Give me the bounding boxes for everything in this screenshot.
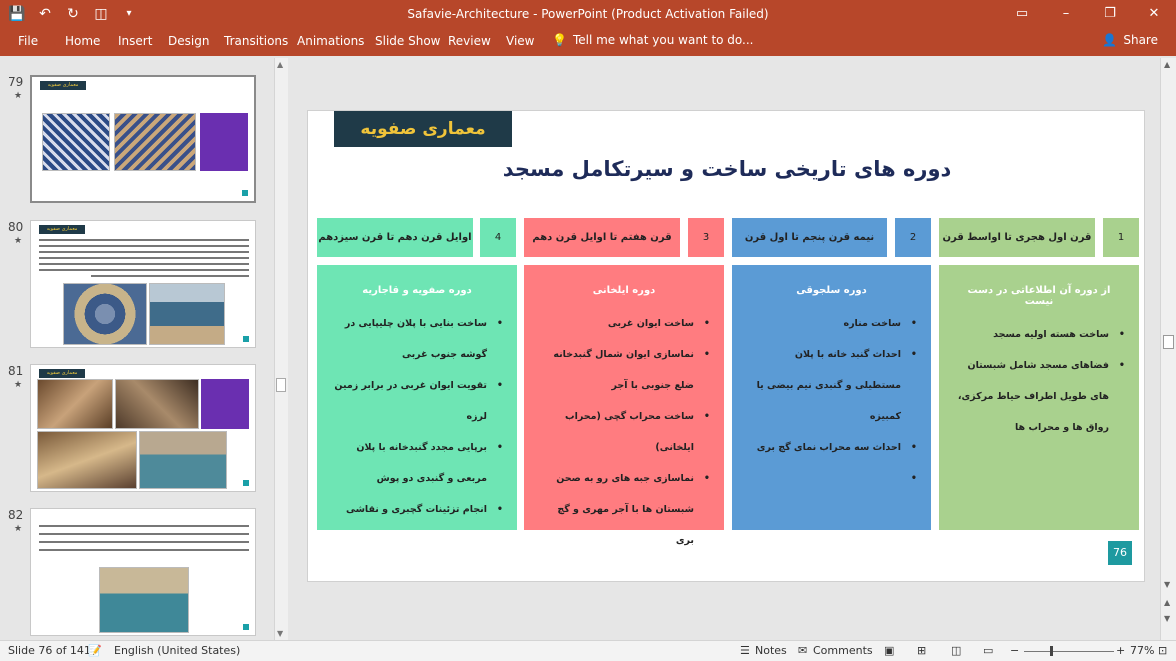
scroll-up-icon[interactable]: ▲ bbox=[277, 60, 284, 69]
animation-star-icon: ★ bbox=[14, 380, 23, 390]
thumbnails-scrollbar-thumb[interactable] bbox=[276, 378, 286, 392]
maximize-button[interactable]: ❐ bbox=[1104, 6, 1116, 21]
customize-qat-icon[interactable]: ▾ bbox=[126, 8, 132, 19]
card-bullet: • ساخت بنایی با پلان چلیپایی در گوشه جنوب غربی bbox=[331, 308, 503, 370]
card-bullet: • ساخت مناره bbox=[746, 308, 917, 339]
zoom-out-icon[interactable]: − bbox=[1010, 644, 1020, 657]
thumbnail-title: معماری صفویه bbox=[40, 81, 86, 90]
slide-sorter-icon[interactable]: ⊞ bbox=[917, 644, 927, 657]
thumbnails-scrollbar[interactable] bbox=[274, 58, 288, 640]
thumbnail-text-line bbox=[39, 549, 249, 551]
card-bullet: • نماسازی ایوان شمال گنبدخانه ضلع جنوبی با آجر bbox=[538, 339, 710, 401]
tell-me-label: Tell me what you want to do... bbox=[572, 33, 754, 47]
thumbnail-text-line bbox=[39, 269, 249, 271]
thumbnail-text-line bbox=[39, 525, 249, 527]
thumbnail-text-line bbox=[91, 275, 249, 277]
thumbnail-text-line bbox=[39, 257, 249, 259]
thumbnail-image bbox=[37, 379, 113, 429]
save-icon[interactable]: 💾 bbox=[8, 6, 26, 22]
period-header-4[interactable]: اوایل قرن دهم تا قرن سیزدهم bbox=[317, 218, 473, 257]
thumbnail-text-line bbox=[39, 239, 249, 241]
tab-design[interactable]: Design bbox=[168, 34, 210, 48]
person-icon: 👤 bbox=[1102, 33, 1118, 47]
thumbnail-caption-box bbox=[200, 113, 248, 171]
thumbnail-page-badge bbox=[243, 624, 249, 630]
ribbon-display-options-icon[interactable]: ▭ bbox=[1015, 6, 1029, 21]
period-number-1[interactable]: 1 bbox=[1103, 218, 1139, 257]
thumbnail-number: 82 bbox=[8, 508, 24, 522]
tab-view[interactable]: View bbox=[506, 34, 535, 48]
tab-insert[interactable]: Insert bbox=[118, 34, 153, 48]
minimize-button[interactable]: – bbox=[1062, 6, 1070, 21]
status-bar bbox=[0, 640, 1176, 661]
thumbnail-number: 81 bbox=[8, 364, 24, 378]
period-number-2[interactable]: 2 bbox=[895, 218, 931, 257]
card-title: دوره صفویه و قاجاریه bbox=[362, 285, 472, 296]
period-card-3[interactable] bbox=[524, 265, 724, 546]
start-from-beginning-icon[interactable]: ◫ bbox=[94, 6, 108, 22]
close-button[interactable]: ✕ bbox=[1148, 6, 1160, 21]
scroll-down-icon[interactable]: ▼ bbox=[1164, 580, 1171, 589]
tab-transitions[interactable]: Transitions bbox=[224, 34, 289, 48]
period-header-3[interactable]: قرن هفتم تا اوایل قرن دهم bbox=[524, 218, 680, 257]
card-bullet: • احداث سه محراب نمای گچ بری bbox=[746, 432, 917, 463]
card-title: از دوره آن اطلاعاتی در دست نیست bbox=[967, 285, 1111, 307]
thumbnail-title: معماری صفویه bbox=[39, 225, 85, 234]
ribbon-tabs bbox=[0, 30, 1176, 56]
period-number-4[interactable]: 4 bbox=[480, 218, 516, 257]
tab-review[interactable]: Review bbox=[448, 34, 491, 48]
redo-icon[interactable]: ↻ bbox=[67, 6, 79, 22]
period-card-1[interactable] bbox=[939, 265, 1139, 530]
fit-to-window-icon[interactable]: ⊡ bbox=[1158, 644, 1168, 657]
thumbnail-number: 80 bbox=[8, 220, 24, 234]
notes-button[interactable]: Notes bbox=[755, 644, 787, 657]
slide-counter: Slide 76 of 141 bbox=[8, 644, 91, 657]
slide-show-icon[interactable]: ▭ bbox=[983, 644, 994, 657]
tab-file[interactable]: File bbox=[18, 34, 39, 48]
window-title: Safavie-Architecture - PowerPoint (Product Activation Failed) bbox=[407, 7, 769, 21]
slide-title-box[interactable]: معماری صفویه bbox=[334, 111, 512, 147]
thumbnail-frame[interactable] bbox=[30, 75, 256, 203]
thumbnail-page-badge bbox=[243, 336, 249, 342]
thumbnail-image bbox=[115, 379, 199, 429]
tab-home[interactable]: Home bbox=[65, 34, 101, 48]
editor-scrollbar[interactable] bbox=[1160, 58, 1176, 640]
thumbnail-image bbox=[99, 567, 189, 633]
zoom-slider-thumb[interactable] bbox=[1050, 646, 1053, 656]
card-bullet: • تقویت ایوان غربی در برابر زمین لرزه bbox=[331, 370, 503, 432]
animation-star-icon: ★ bbox=[14, 91, 23, 101]
share-button[interactable] bbox=[1102, 33, 1158, 47]
card-title: دوره سلجوقی bbox=[796, 285, 867, 296]
thumbnail-image bbox=[139, 431, 227, 489]
card-bullet: • برپایی مجدد گنبدخانه با پلان مربعی و گنبدی دو پوش bbox=[331, 432, 503, 494]
scroll-down-icon[interactable]: ▼ bbox=[277, 629, 284, 638]
spellcheck-icon[interactable]: 📝 bbox=[88, 644, 102, 657]
zoom-slider[interactable] bbox=[1024, 651, 1114, 652]
tab-animations[interactable]: Animations bbox=[297, 34, 365, 48]
thumbnail-frame[interactable] bbox=[30, 364, 256, 492]
thumbnail-image bbox=[114, 113, 196, 171]
zoom-level[interactable]: 77% bbox=[1130, 644, 1155, 657]
card-bullet: • نماسازی جبه های رو به صحن شبستان ها با آجر مهری و گچ بری bbox=[538, 463, 710, 556]
card-bullet: • احداث گنبد خانه با پلان مستطیلی و گنبدی نیم بیضی یا کمبیزه bbox=[746, 339, 917, 432]
thumbnail-frame[interactable] bbox=[30, 220, 256, 348]
card-title: دوره ایلخانی bbox=[592, 285, 656, 296]
title-bar bbox=[0, 0, 1176, 30]
thumbnail-image bbox=[149, 283, 225, 345]
period-number-3[interactable]: 3 bbox=[688, 218, 724, 257]
slide-page-number: 76 bbox=[1108, 541, 1132, 565]
period-header-2[interactable]: نیمه قرن پنجم تا اول قرن bbox=[732, 218, 887, 257]
current-slide[interactable] bbox=[307, 110, 1145, 582]
zoom-in-icon[interactable]: + bbox=[1116, 644, 1126, 657]
thumbnail-frame[interactable] bbox=[30, 508, 256, 636]
thumbnail-title: معماری صفویه bbox=[39, 369, 85, 378]
card-bullet: • انجام تزئینات گچبری و نقاشی bbox=[331, 494, 503, 525]
thumbnail-image bbox=[42, 113, 110, 171]
reading-view-icon[interactable]: ◫ bbox=[951, 644, 962, 657]
period-card-2[interactable] bbox=[732, 265, 931, 530]
thumbnail-number: 79 bbox=[8, 75, 24, 89]
lightbulb-icon: 💡 bbox=[552, 33, 567, 47]
card-bullet: • فضاهای مسجد شامل شبستان های طویل اطراف حیاط مرکزی، رواق ها و محراب ها bbox=[953, 350, 1125, 443]
period-card-4[interactable] bbox=[317, 265, 517, 530]
animation-star-icon: ★ bbox=[14, 524, 23, 534]
editor-scrollbar-thumb[interactable] bbox=[1163, 335, 1174, 349]
thumbnail-text-line bbox=[39, 245, 249, 247]
comments-button[interactable]: Comments bbox=[813, 644, 873, 657]
slide-heading[interactable]: دوره های تاریخی ساخت و سیرتکامل مسجد bbox=[502, 157, 952, 181]
thumbnail-page-badge bbox=[242, 190, 248, 196]
animation-star-icon: ★ bbox=[14, 236, 23, 246]
next-slide-icon[interactable]: ▼ bbox=[1164, 614, 1171, 623]
thumbnail-image bbox=[63, 283, 147, 345]
normal-view-icon[interactable]: ▣ bbox=[884, 644, 895, 657]
language-indicator[interactable]: English (United States) bbox=[114, 644, 241, 657]
share-label: Share bbox=[1123, 33, 1158, 47]
card-bullet: • ساخت هسته اولیه مسجد bbox=[953, 319, 1125, 350]
thumbnail-caption-box bbox=[201, 379, 249, 429]
card-bullet: • ساخت محراب گچی (محراب ایلخانی) bbox=[538, 401, 710, 463]
tab-slide-show[interactable]: Slide Show bbox=[375, 34, 441, 48]
thumbnail-text-line bbox=[39, 263, 249, 265]
thumbnail-text-line bbox=[39, 533, 249, 535]
notes-icon[interactable]: ☰ bbox=[740, 644, 750, 657]
undo-icon[interactable]: ↶ bbox=[39, 6, 51, 22]
comments-icon[interactable]: ✉ bbox=[798, 644, 808, 657]
card-bullet: • ساخت ایوان غربی bbox=[538, 308, 710, 339]
thumbnail-page-badge bbox=[243, 480, 249, 486]
scroll-up-icon[interactable]: ▲ bbox=[1164, 60, 1171, 69]
tell-me-box[interactable] bbox=[552, 33, 754, 47]
previous-slide-icon[interactable]: ▲ bbox=[1164, 598, 1171, 607]
thumbnail-text-line bbox=[39, 541, 249, 543]
period-header-1[interactable]: قرن اول هجری تا اواسط قرن bbox=[939, 218, 1095, 257]
thumbnail-text-line bbox=[39, 251, 249, 253]
thumbnail-image bbox=[37, 431, 137, 489]
